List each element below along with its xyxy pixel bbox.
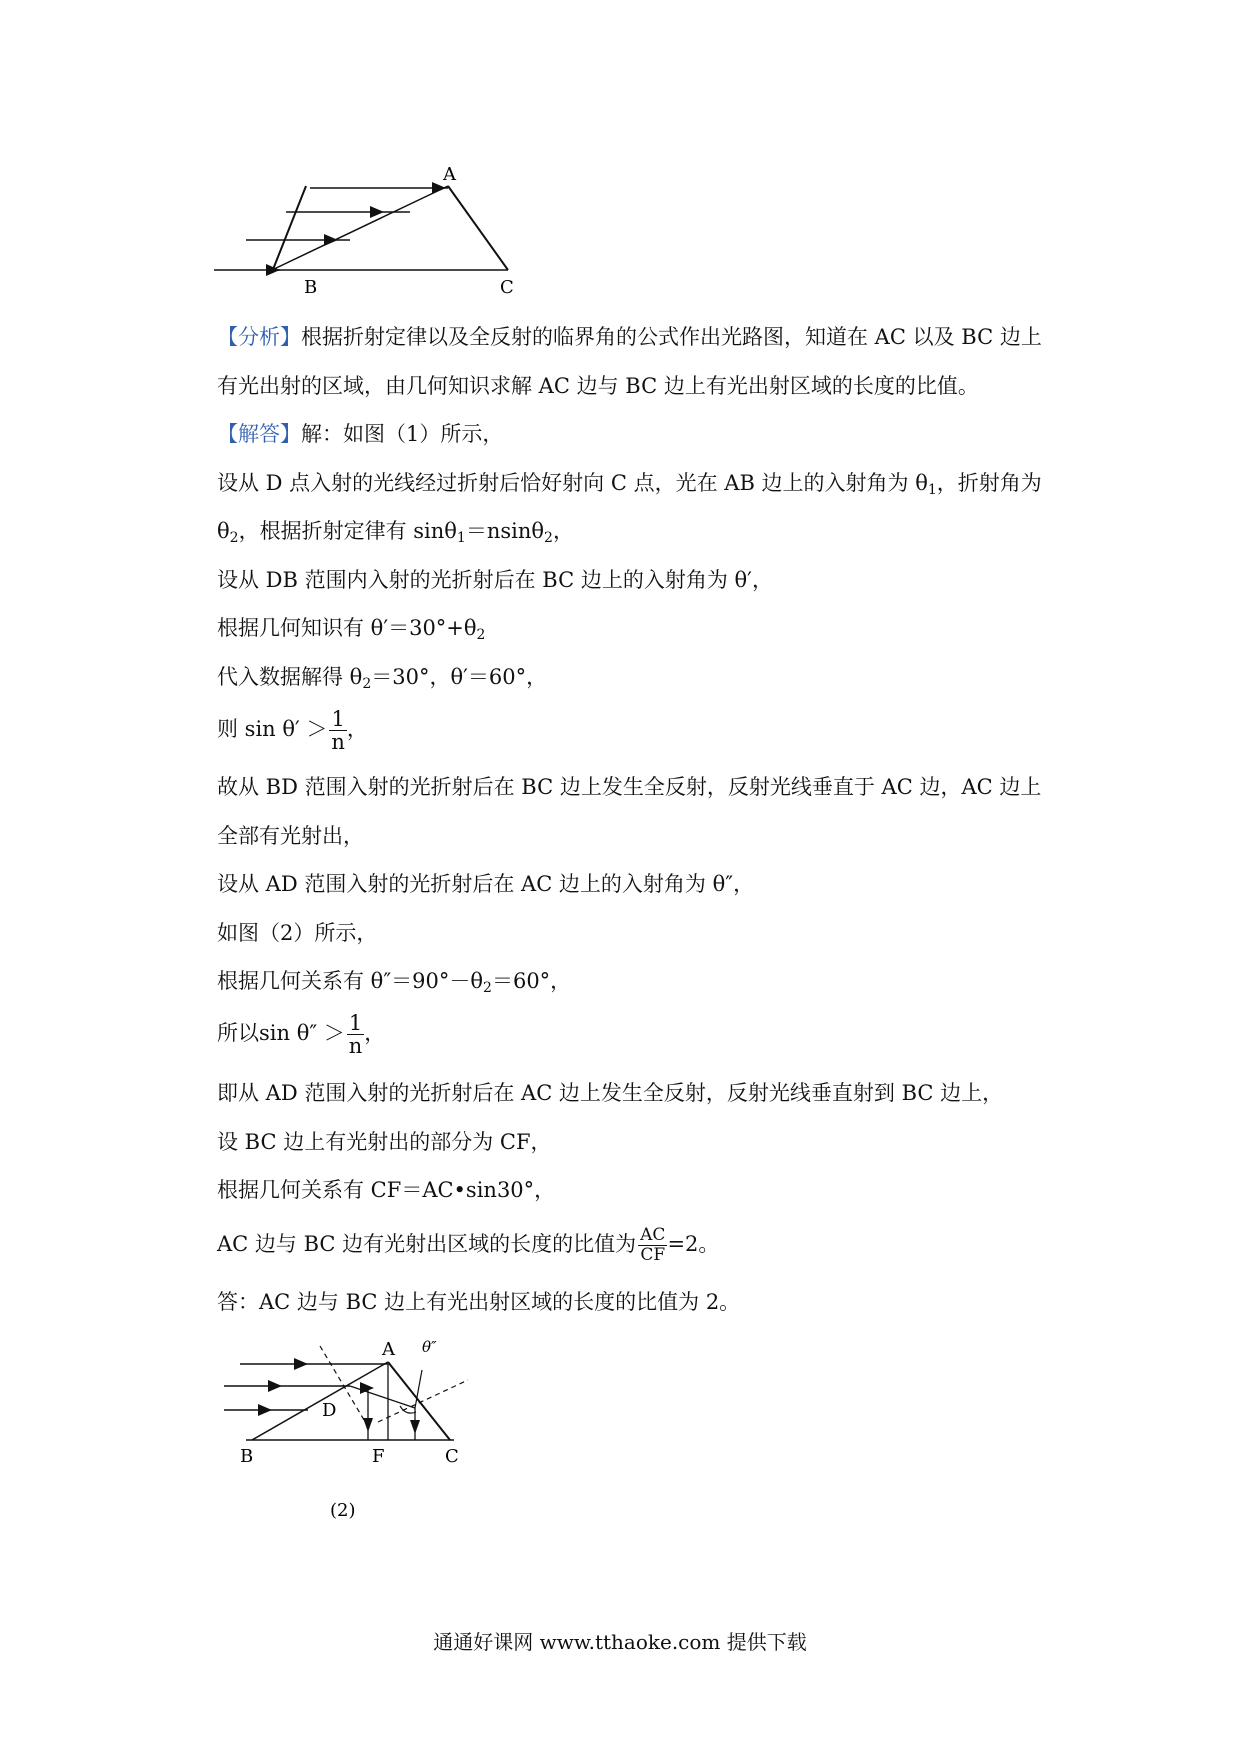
solution-text: 全部有光射出，	[217, 824, 364, 848]
figure-2-label-b: B	[240, 1446, 254, 1467]
incident-ray-1-arrowhead	[294, 1358, 308, 1370]
fraction-denominator: n	[348, 1034, 363, 1058]
fraction-denominator: n	[331, 730, 345, 754]
prism-edge-ac	[388, 1362, 450, 1440]
solution-text: ，	[346, 717, 368, 741]
fraction-numerator: 1	[331, 707, 345, 731]
fraction-one-over-n	[329, 708, 346, 753]
fraction-denominator: CF	[640, 1245, 666, 1265]
solution-tag: 【解答】	[217, 422, 301, 446]
ray-2-arrowhead	[370, 206, 384, 218]
solution-line-12	[217, 1012, 385, 1057]
figure-1-label-b: B	[304, 277, 318, 298]
solution-text: AC 边与 BC 边有光射出区域的长度的比值为	[217, 1232, 637, 1256]
solution-line-7	[217, 772, 1041, 802]
subscript: 2	[483, 980, 492, 996]
figure-1-label-a: A	[443, 164, 456, 185]
solution-line-9	[217, 869, 754, 899]
solution-text: ＝60°，	[491, 969, 572, 993]
subscript: 1	[456, 530, 466, 546]
solution-line-15	[217, 1175, 555, 1205]
answer-line	[217, 1287, 740, 1317]
solution-text: θ	[217, 519, 230, 543]
refracted-ray	[350, 1386, 415, 1408]
analysis-text-1: 根据折射定律以及全反射的临界角的公式作出光路图，知道在 AC 以及 BC 边上	[301, 325, 1042, 349]
solution-line-16	[217, 1226, 719, 1265]
solution-line-14	[217, 1127, 552, 1157]
solution-text: ＝nsinθ	[465, 519, 545, 543]
subscript: 2	[544, 530, 553, 546]
solution-text: 即从 AD 范围入射的光折射后在 AC 边上发生全反射，反射光线垂直射到 BC 边上，	[217, 1081, 1004, 1105]
solution-text: ，	[364, 1021, 386, 1045]
fraction-one-over-n	[347, 1012, 364, 1057]
figure-2-label-a: A	[382, 1339, 395, 1360]
solution-line-8	[217, 821, 364, 851]
analysis-text-2: 有光出射的区域，由几何知识求解 AC 边与 BC 边上有光出射区域的长度的比值。	[217, 374, 979, 398]
solution-line-2	[217, 516, 574, 553]
figure-2-label-c: C	[445, 1446, 459, 1467]
normal-line-ac	[378, 1380, 468, 1422]
solution-text: ，折射角为	[936, 471, 1042, 495]
figure-2-prism-diagram	[210, 1330, 490, 1530]
solution-text: 设从 D 点入射的光线经过折射后恰好射向 C 点，光在 AB 边上的入射角为 θ	[217, 471, 928, 495]
solution-line-3	[217, 565, 773, 595]
solution-text: 所以sin θ″ ＞	[217, 1021, 345, 1045]
prism-edge-ab	[272, 186, 306, 272]
page-footer	[0, 1628, 1240, 1656]
solution-text: =2。	[667, 1232, 720, 1256]
figure-2-label-d: D	[322, 1400, 337, 1421]
solution-text: 故从 BD 范围入射的光折射后在 BC 边上发生全反射，反射光线垂直于 AC 边，AC 边上	[217, 775, 1042, 799]
subscript: 2	[476, 627, 486, 643]
figure-1-prism-diagram	[200, 160, 540, 300]
subscript: 2	[229, 530, 239, 546]
solution-intro-line	[217, 419, 503, 449]
solution-text: 根据几何关系有 CF＝AC•sin30°，	[217, 1178, 556, 1202]
fraction-ac-over-cf	[638, 1226, 667, 1265]
fraction-numerator: 1	[348, 1011, 363, 1035]
solution-text: ，	[552, 519, 574, 543]
solution-intro: 解：如图（1）所示，	[301, 422, 504, 446]
subscript: 2	[362, 676, 372, 692]
incident-ray-3-arrowhead	[258, 1404, 272, 1416]
solution-text: 如图（2）所示，	[217, 921, 378, 945]
ray-3-arrowhead	[324, 234, 338, 246]
solution-text: 则 sin θ′ ＞	[217, 717, 328, 741]
analysis-tag: 【分析】	[217, 325, 301, 349]
figure-2-label-theta: θ″	[422, 1338, 437, 1356]
prism-edge-ab-slope	[272, 186, 448, 270]
reflected-arrowhead-2	[410, 1420, 420, 1434]
ray-4-arrowhead	[266, 264, 280, 276]
solution-line-10	[217, 918, 377, 948]
solution-line-6	[217, 708, 368, 753]
figure-2-caption: (2)	[330, 1500, 356, 1521]
prism-edge-ac	[448, 186, 508, 270]
solution-text: ＝30°，θ′＝60°，	[371, 665, 548, 689]
solution-text: 根据几何知识有 θ′＝30°+θ	[217, 616, 477, 640]
figure-1-label-c: C	[500, 277, 514, 298]
solution-text: 设 BC 边上有光射出的部分为 CF，	[217, 1130, 552, 1154]
analysis-line-1	[217, 322, 1042, 352]
fraction-numerator: AC	[640, 1225, 666, 1245]
footer-text: 通通好课网 www.tthaoke.com 提供下载	[433, 1630, 807, 1654]
figure-2-label-f: F	[372, 1446, 385, 1467]
solution-text: ，根据折射定律有 sinθ	[238, 519, 457, 543]
incident-ray-2-arrowhead	[268, 1380, 282, 1392]
solution-line-5	[217, 662, 547, 699]
subscript: 1	[927, 482, 937, 498]
solution-line-1	[217, 468, 1042, 505]
analysis-line-2	[217, 371, 979, 401]
solution-line-11	[217, 966, 571, 1003]
solution-text: 代入数据解得 θ	[217, 665, 363, 689]
answer-text: 答：AC 边与 BC 边上有光出射区域的长度的比值为 2。	[217, 1290, 741, 1314]
solution-line-4	[217, 613, 485, 650]
solution-text: 设从 AD 范围入射的光折射后在 AC 边上的入射角为 θ″，	[217, 872, 755, 896]
reflected-arrowhead-1	[363, 1418, 373, 1432]
solution-text: 设从 DB 范围内入射的光折射后在 BC 边上的入射角为 θ′，	[217, 568, 773, 592]
solution-text: 根据几何关系有 θ″＝90°－θ	[217, 969, 484, 993]
solution-line-13	[217, 1078, 1003, 1108]
